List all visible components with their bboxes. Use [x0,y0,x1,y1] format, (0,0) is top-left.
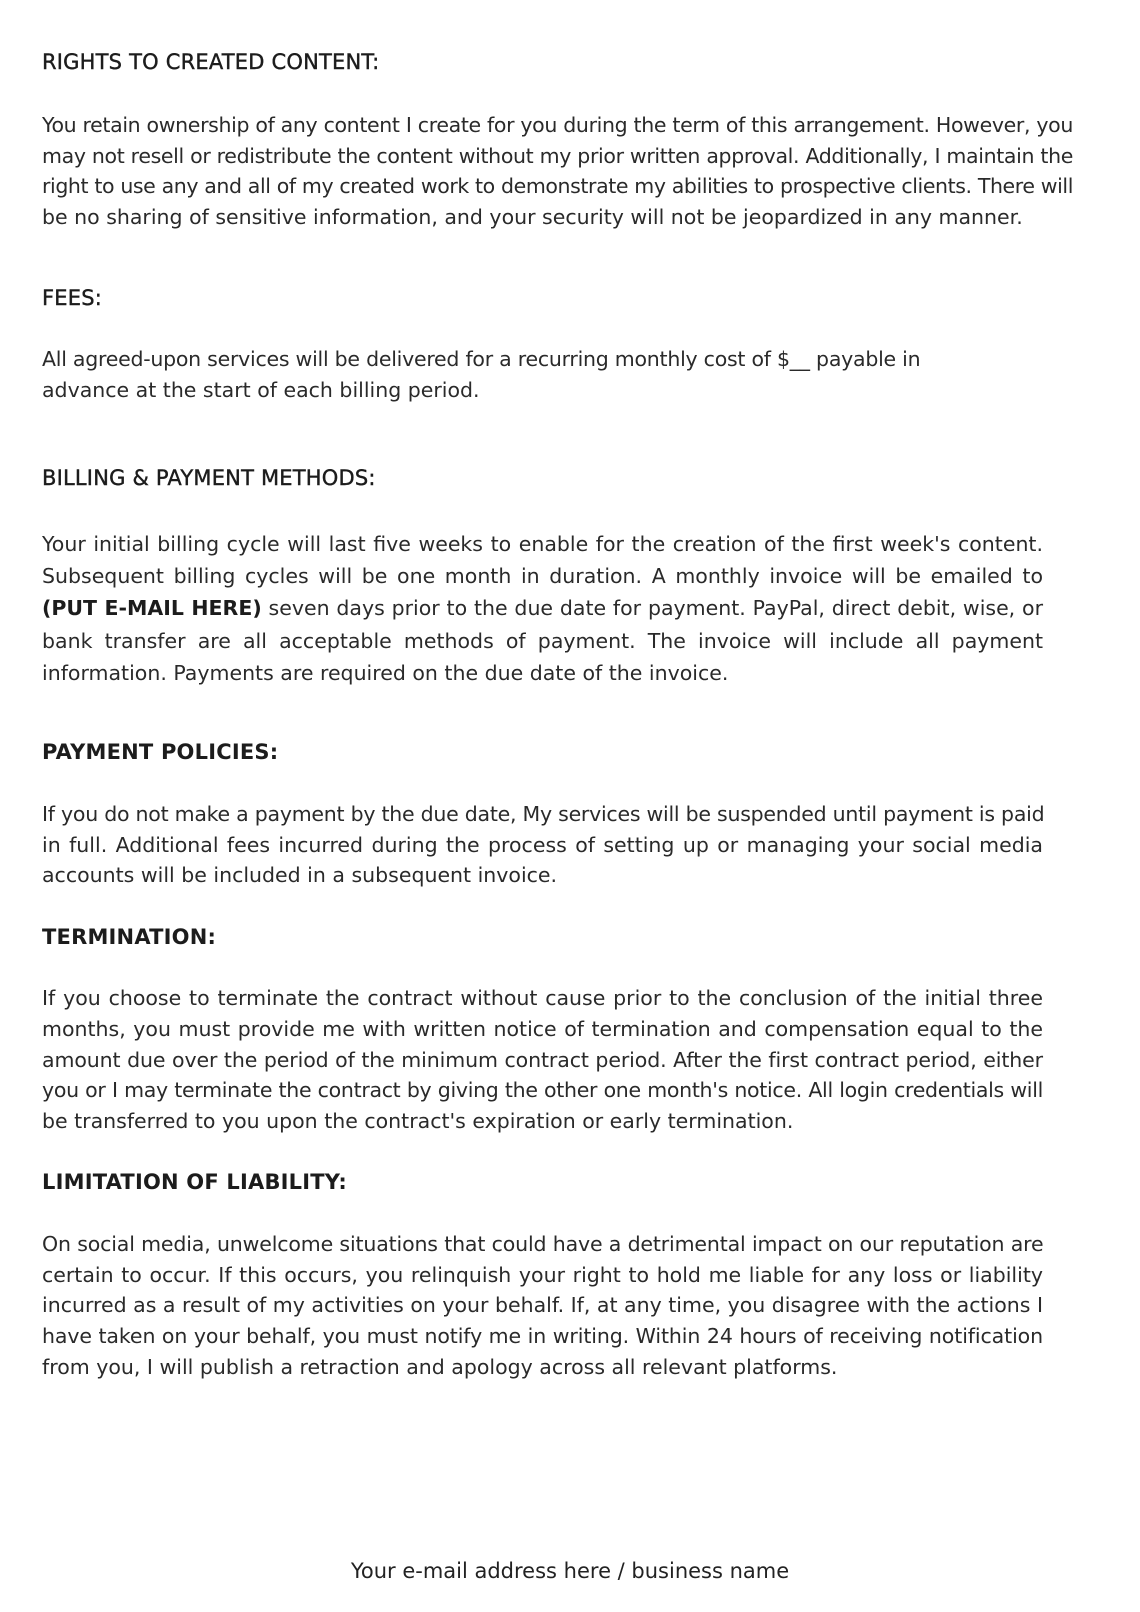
section-heading-billing: BILLING & PAYMENT METHODS: [42,466,376,490]
paragraph-line: have taken on your behalf, you must notify me in writing. Within 24 hours of receiving notification [42,1324,1043,1349]
paragraph-text: seven days prior to the due date for payment. PayPal, direct debit, wise, or [261,596,1043,621]
paragraph-line: right to use any and all of my created work to demonstrate my abilities to prospective clients. There will [42,174,1073,199]
section-heading-liability: LIMITATION OF LIABILITY: [42,1170,347,1194]
paragraph-termination [42,983,1043,1137]
paragraph-line [42,592,1043,624]
paragraph-line: bank transfer are all acceptable methods of payment. The invoice will include all payment [42,628,1043,653]
paragraph-line: advance at the start of each billing period. [42,378,480,402]
paragraph-line: If you choose to terminate the contract without cause prior to the conclusion of the initial three [42,986,1043,1010]
email-placeholder: (PUT E-MAIL HERE) [42,596,262,621]
paragraph-line: in full. Additional fees incurred during the process of setting up or managing your social media [42,832,1043,857]
paragraph-billing [42,528,1043,689]
section-heading-payment-policies: PAYMENT POLICIES: [42,740,279,764]
paragraph-line: All agreed-upon services will be delivered for a recurring monthly cost of $__ payable in [42,347,921,371]
paragraph-line: information. Payments are required on the due date of the invoice. [42,660,729,685]
paragraph-rights [42,110,1073,233]
paragraph-line: On social media, unwelcome situations that could have a detrimental impact on our reputation are [42,1232,1044,1256]
section-heading-termination: TERMINATION: [42,925,217,949]
paragraph-line: be transferred to you upon the contract's expiration or early termination. [42,1109,794,1134]
paragraph-line: Subsequent billing cycles will be one month in duration. A monthly invoice will be emailed to [42,564,1043,589]
paragraph-line: If you do not make a payment by the due date, My services will be suspended until payment is paid [42,802,1045,826]
paragraph-line: from you, I will publish a retraction and apology across all relevant platforms. [42,1354,838,1379]
section-heading-fees: FEES: [42,286,103,310]
paragraph-payment-policies [42,799,1043,891]
section-heading-rights: RIGHTS TO CREATED CONTENT: [42,50,380,74]
paragraph-line: you or I may terminate the contract by giving the other one month's notice. All login credentials will [42,1078,1043,1103]
paragraph-line: months, you must provide me with written notice of termination and compensation equal to the [42,1016,1043,1041]
paragraph-line: accounts will be included in a subsequent invoice. [42,863,558,888]
paragraph-line: You retain ownership of any content I create for you during the term of this arrangement. However, you [42,113,1073,137]
paragraph-fees [42,344,922,406]
paragraph-line: incurred as a result of my activities on your behalf. If, at any time, you disagree with the actions I [42,1293,1043,1318]
paragraph-line: certain to occur. If this occurs, you relinquish your right to hold me liable for any loss or liability [42,1262,1043,1287]
paragraph-liability [42,1229,1043,1383]
paragraph-line: be no sharing of sensitive information, and your security will not be jeopardized in any manner. [42,205,1023,230]
paragraph-line: amount due over the period of the minimum contract period. After the first contract period, either [42,1047,1043,1072]
footer-business-name: Your e-mail address here / business name [350,1559,790,1583]
paragraph-line: Your initial billing cycle will last five weeks to enable for the creation of the first week's content. [42,532,1043,556]
paragraph-line: may not resell or redistribute the content without my prior written approval. Additionally, I maintain the [42,143,1073,168]
